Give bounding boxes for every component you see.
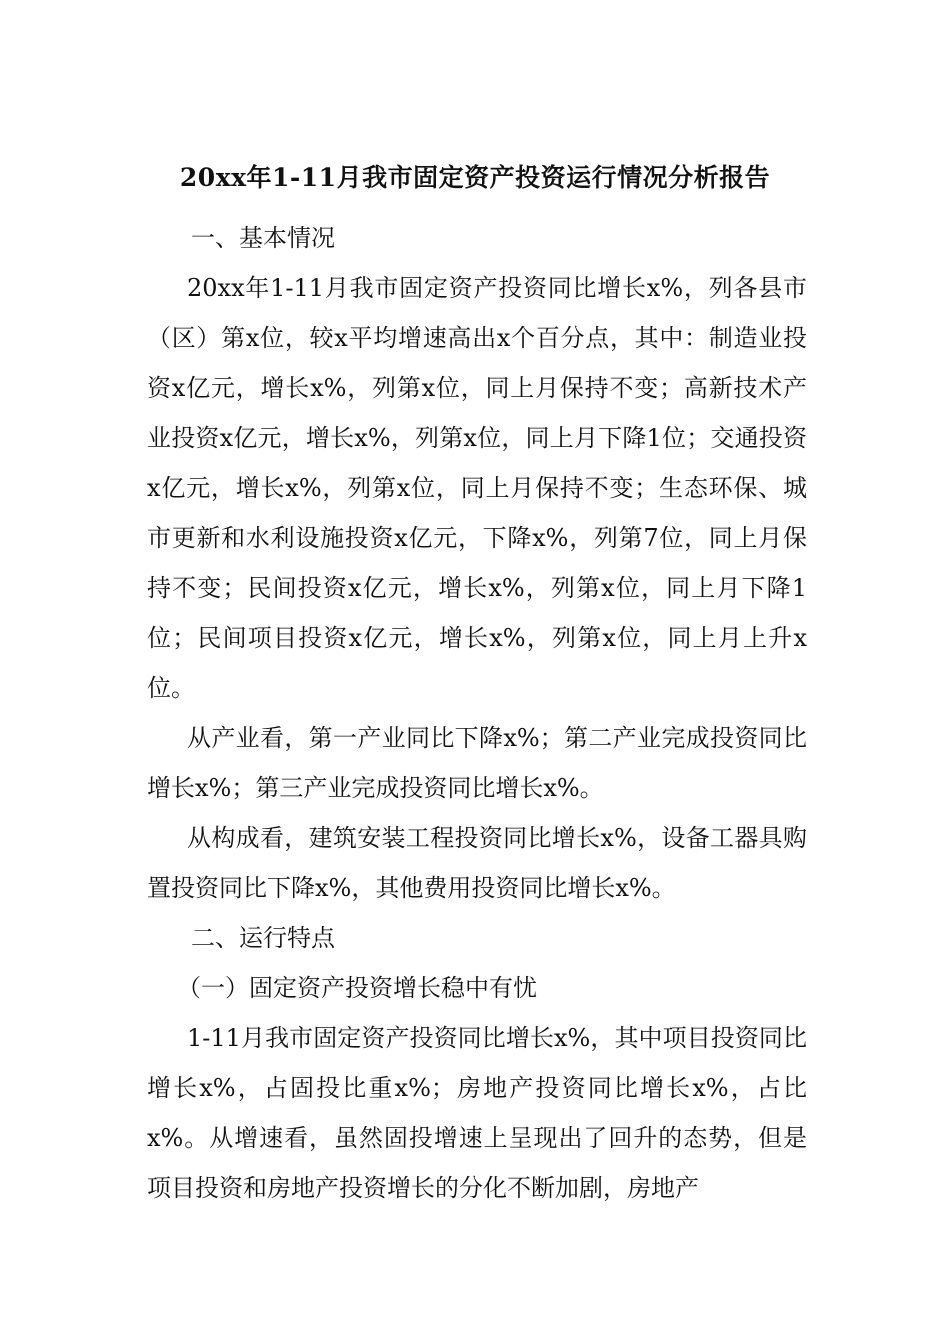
paragraph: 20xx年1-11月我市固定资产投资同比增长x%，列各县市（区）第x位，较x平均增速高出x个百分点，其中：制造业投资x亿元，增长x%，列第x位，同上月保持不变；高新技术产业投资x亿元，增长x%，列第x位，同上月下降1位；交通投资x亿元，增长x%，列第x位，同上月保持不变；生态环保、城市更新和水利设施投资x亿元，下降x%，列第7位，同上月保持不变；民间投资x亿元，增长x%，列第x位，同上月下降1位；民间项目投资x亿元，增长x%，列第x位，同上月上升x位。 <box>147 274 807 702</box>
paragraph: 1-11月我市固定资产投资同比增长x%，其中项目投资同比增长x%，占固投比重x%；房地产投资同比增长x%，占比x%。从增速看，虽然固投增速上呈现出了回升的态势，但是项目投资和房地产投资增长的分化不断加剧，房地产 <box>147 1024 807 1202</box>
section-heading-basic: 一、基本情况 <box>191 224 335 252</box>
document-body <box>147 213 807 1213</box>
sub-heading: （一）固定资产投资增长稳中有忧 <box>177 974 537 1002</box>
document-title: 20xx年1-11月我市固定资产投资运行情况分析报告 <box>179 163 771 192</box>
paragraph: 从构成看，建筑安装工程投资同比增长x%，设备工器具购置投资同比下降x%，其他费用投资同比增长x%。 <box>147 824 807 902</box>
section-heading-features: 二、运行特点 <box>191 924 335 952</box>
paragraph: 从产业看，第一产业同比下降x%；第二产业完成投资同比增长x%；第三产业完成投资同比增长x%。 <box>147 724 807 802</box>
